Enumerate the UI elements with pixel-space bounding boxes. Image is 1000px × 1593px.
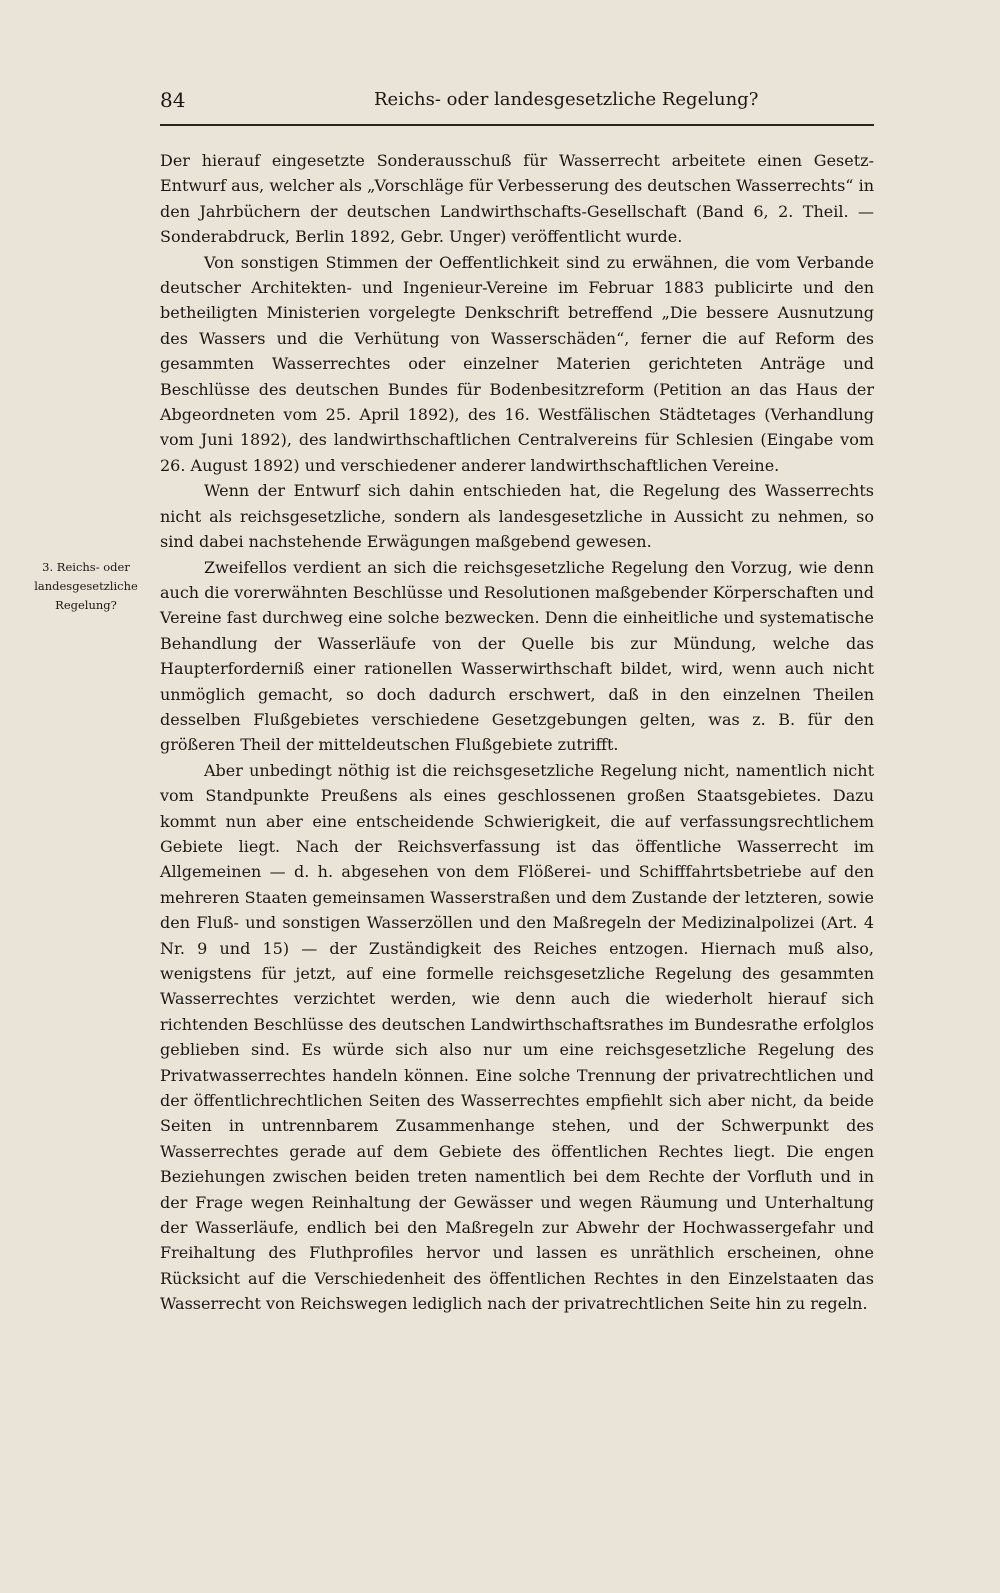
header-rule xyxy=(160,124,874,126)
page-header xyxy=(160,88,874,122)
paragraph-2: Von sonstigen Stimmen der Oeffentlichkeit sind zu erwähnen, die vom Verbande deutscher Architekten- und Ingenieur-Vereine im Februar 1883 publicirte und den betheiligten Ministerien vorgelegte Denkschrift betreffend „Die bessere Ausnutzung des Wassers und die Verhütung von Wasserschäden“, ferner die auf Reform des gesammten Wasserrechtes oder einzelner Materien gerichteten Anträge und Beschlüsse des deutschen Bundes für Bodenbesitzreform (Petition an das Haus der Abgeordneten vom 25. April 1892), des 16. Westfälischen Städtetages (Verhandlung vom Juni 1892), des landwirthschaftlichen Centralvereins für Schlesien (Eingabe vom 26. August 1892) und verschiedener anderer landwirthschaftlichen Vereine. xyxy=(160,252,874,475)
page-number: 84 xyxy=(160,88,186,112)
body-text xyxy=(160,148,874,1317)
paragraph-5: Aber unbedingt nöthig ist die reichsgesetzliche Regelung nicht, namentlich nicht vom Standpunkte Preußens als eines geschlossenen großen Staatsgebietes. Dazu kommt nun aber eine entscheidende Schwierigkeit, die auf verfassungsrechtlichem Gebiete liegt. Nach der Reichsverfassung ist das öffentliche Wasserrecht im Allgemeinen — d. h. abgesehen von dem Flößerei- und Schifffahrtsbetriebe auf den mehreren Staaten gemeinsamen Wasserstraßen und dem Zustande der letzteren, sowie den Fluß- und sonstigen Wasserzöllen und den Maßregeln der Medizinalpolizei (Art. 4 Nr. 9 und 15) — der Zuständigkeit des Reiches entzogen. Hiernach muß also, wenigstens für jetzt, auf eine formelle reichsgesetzliche Regelung des gesammten Wasserrechtes verzichtet werden, wie denn auch die wiederholt hierauf sich richtenden Beschlüsse des deutschen Landwirthschaftsrathes im Bundesrathe erfolglos geblieben sind. Es würde sich also nur um eine reichsgesetzliche Regelung des Privatwasserrechtes handeln können. Eine solche Trennung der privatrechtlichen und der öffentlichrechtlichen Seiten des Wasserrechtes empfiehlt sich aber nicht, da beide Seiten in untrennbarem Zusammenhange stehen, und der Schwerpunkt des Wasserrechtes gerade auf dem Gebiete des öffentlichen Rechtes liegt. Die engen Beziehungen zwischen beiden treten namentlich bei dem Rechte der Vorfluth und in der Frage wegen Reinhaltung der Gewässer und wegen Räumung und Unterhaltung der Wasserläufe, endlich bei den Maßregeln zur Abwehr der Hochwassergefahr und Freihaltung des Fluthprofiles hervor und lassen es unräthlich erscheinen, ohne Rücksicht auf die Verschiedenheit des öffentlichen Rechtes in den Einzelstaaten das Wasserrecht von Reichswegen lediglich nach der privatrechtlichen Seite hin zu regeln. xyxy=(160,760,874,1314)
paragraph-3: Wenn der Entwurf sich dahin entschieden hat, die Regelung des Wasserrechts nicht als reichsgesetzliche, sondern als landesgesetzliche in Aussicht zu nehmen, so sind dabei nachstehende Erwägungen maßgebend gewesen. xyxy=(160,481,874,552)
paragraph-1: Der hierauf eingesetzte Sonderausschuß für Wasserrecht arbeitete einen Gesetz-Entwurf aus, welcher als „Vorschläge für Verbesserung des deutschen Wasserrechts“ in den Jahrbüchern der deutschen Landwirthschafts-Gesellschaft (Band 6, 2. Theil. — Sonderabdruck, Berlin 1892, Gebr. Unger) veröffentlicht wurde. xyxy=(160,151,874,247)
margin-note: 3. Reichs- oder landesgesetzliche Regelung? xyxy=(34,560,138,612)
running-head: Reichs- oder landesgesetzliche Regelung? xyxy=(374,89,759,110)
paragraph-4: Zweifellos verdient an sich die reichsgesetzliche Regelung den Vorzug, wie denn auch die vorerwähnten Beschlüsse und Resolutionen maßgebender Körperschaften und Vereine fast durchweg eine solche bezwecken. Denn die einheitliche und systematische Behandlung der Wasserläufe von der Quelle bis zur Mündung, welche das Haupterforderniß einer rationellen Wasserwirthschaft bildet, wird, wenn auch nicht unmöglich gemacht, so doch dadurch erschwert, daß in den einzelnen Theilen desselben Flußgebietes verschiedene Gesetzgebungen gelten, was z. B. für den größeren Theil der mitteldeutschen Flußgebiete zutrifft. xyxy=(160,557,874,755)
